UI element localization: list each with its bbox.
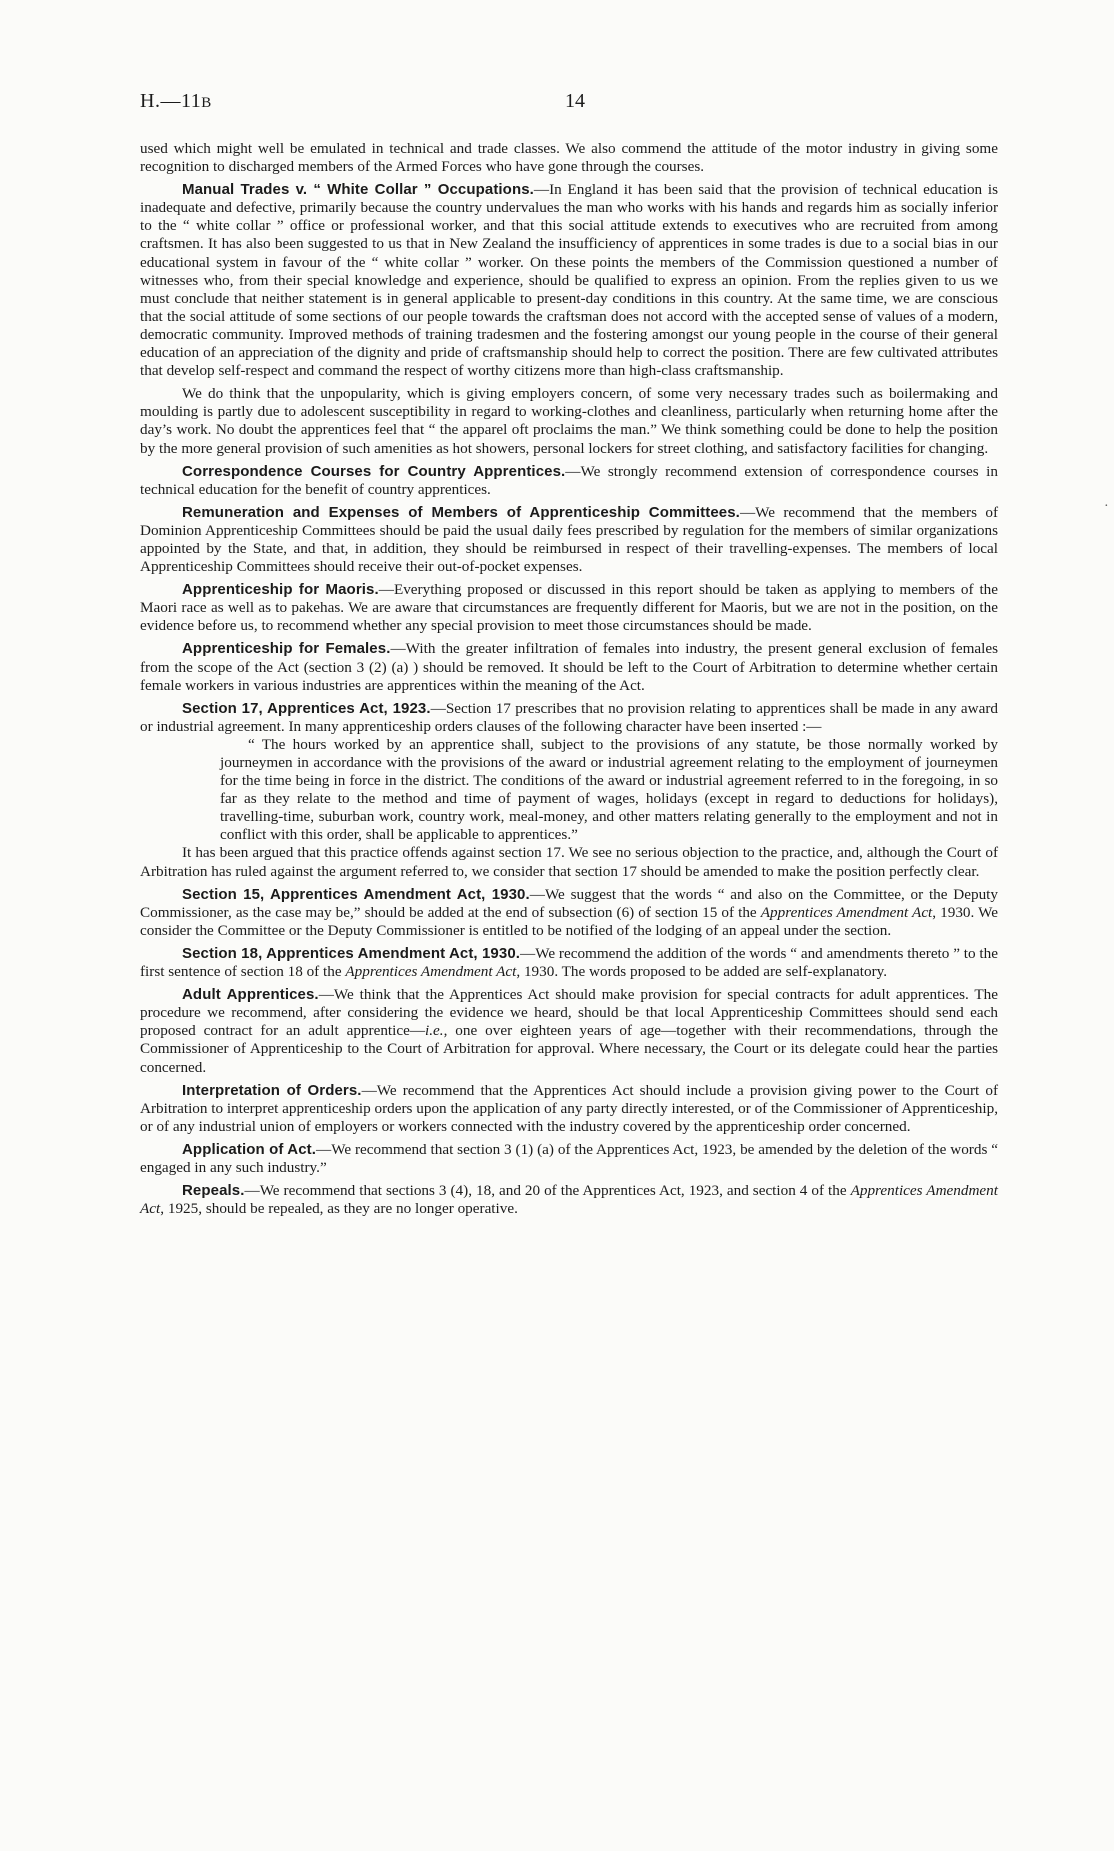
paragraph-text: —Everything proposed or discussed in this report should be taken as applying to members of the Maori race as well as to pakehas. We are aware that circumstances are frequently different for Maoris, but we are not in the position, on the evidence before us, to recommend whether any special provision to meet those circumstances should be made. bbox=[140, 581, 998, 635]
section-remuneration bbox=[140, 504, 998, 576]
paragraph-text: , 1925, should be repealed, as they are no longer operative. bbox=[160, 1200, 518, 1218]
section-17 bbox=[140, 700, 998, 736]
paragraph-text: —We suggest that the words “ and also on the Committee, or the Deputy Commissioner, as the case may be,” should be added at the end of subsection (6) of section 15 of the bbox=[140, 885, 998, 921]
paragraph-text: —We recommend that section 3 (1) (a) of the Apprentices Act, 1923, be amended by the deletion of the words “ engaged in any such industry.” bbox=[140, 1140, 998, 1176]
paragraph-unpopularity bbox=[140, 385, 998, 457]
paragraph-text: —We strongly recommend extension of correspondence courses in technical education for the benefit of country apprentices. bbox=[140, 462, 998, 498]
paragraph-text: —We recommend that the Apprentices Act should include a provision giving power to the Court of Arbitration to interpret apprenticeship orders upon the application of any party directly interested, or of the Commissioner of Apprenticeship, or of any industrial union of employers or workers connected with the industry covered by the apprenticeship order concerned. bbox=[140, 1081, 998, 1135]
section-15 bbox=[140, 886, 998, 940]
margin-mark: · bbox=[1104, 499, 1109, 514]
section-interpretation bbox=[140, 1082, 998, 1136]
section-females bbox=[140, 640, 998, 694]
section-heading: Application of Act. bbox=[182, 1140, 317, 1158]
section-heading: Interpretation of Orders. bbox=[182, 1081, 362, 1099]
section-heading: Repeals. bbox=[182, 1182, 245, 1200]
abbreviation-italic: i.e. bbox=[425, 1022, 444, 1040]
section-heading: Apprenticeship for Females. bbox=[182, 640, 391, 658]
paragraph-text: , 1930. The words proposed to be added are self-explanatory. bbox=[516, 963, 888, 981]
page-number: 14 bbox=[565, 90, 585, 112]
page-header bbox=[140, 90, 1000, 120]
section-manual-trades bbox=[140, 181, 998, 380]
section-18 bbox=[140, 945, 998, 981]
section-heading: Manual Trades v. “ White Collar ” Occupations. bbox=[182, 181, 534, 199]
page-body bbox=[140, 140, 998, 1223]
paragraph-after-quote bbox=[140, 844, 998, 880]
paragraph-text: , 1930. We consider the Committee or the Deputy Commissioner is entitled to be notified of the lodging of an appeal under the section. bbox=[140, 903, 998, 939]
act-title-italic: Apprentices Amendment Act bbox=[140, 1182, 998, 1218]
quoted-clause bbox=[220, 736, 998, 845]
reference-main: H.—11 bbox=[140, 90, 202, 112]
section-maoris bbox=[140, 581, 998, 635]
section-heading: Section 18, Apprentices Amendment Act, 1930. bbox=[182, 944, 521, 962]
section-correspondence-courses bbox=[140, 463, 998, 499]
paragraph-text: We do think that the unpopularity, which is giving employers concern, of some very necessary trades such as boilermaking and moulding is partly due to adolescent susceptibility in regard to working-clothes and cleanliness, particularly when returning home after the day’s work. No doubt the apprentices feel that “ the apparel oft proclaims the man.” We think something could be done to help the position by the more general provision of such amenities as hot showers, personal lockers for street clothing, and satisfactory facilities for changing. bbox=[140, 385, 998, 457]
paragraph-text: —We recommend the addition of the words “ and amendments thereto ” to the first sentence of section 18 of the bbox=[140, 944, 998, 981]
paragraph-text: It has been argued that this practice offends against section 17. We see no serious objection to the practice, and, although the Court of Arbitration has ruled against the argument referred to, we consider that section 17 should be amended to make the position perfectly clear. bbox=[140, 844, 998, 880]
reference-sub: B bbox=[201, 95, 212, 111]
section-heading: Section 17, Apprentices Act, 1923. bbox=[182, 699, 431, 717]
section-adult-apprentices bbox=[140, 986, 998, 1076]
section-heading: Apprenticeship for Maoris. bbox=[182, 581, 379, 599]
section-repeals bbox=[140, 1182, 998, 1218]
paragraph-text: —We recommend that the members of Dominion Apprenticeship Committees should be paid the usual daily fees prescribed by regulation for the members of similar organizations appointed by the State, and that, in addition, they should be reimbursed in respect of their travelling-expenses. The members of local Apprenticeship Committees should receive their out-of-pocket expenses. bbox=[140, 503, 999, 576]
act-title-italic: Apprentices Amendment Act bbox=[345, 963, 517, 981]
paragraph-text: —We recommend that sections 3 (4), 18, and 20 of the Apprentices Act, 1923, and section 4 of the bbox=[244, 1182, 851, 1200]
document-reference bbox=[140, 90, 212, 113]
paragraph-text: —In England it has been said that the provision of technical education is inadequate and defective, primarily because the country undervalues the man who works with his hands and regards him as socially inferior to the “ white collar ” office or professional worker, and that this social attitude extends to executives who are recruited from among craftsmen. It has also been suggested to us that in New Zealand the insufficiency of apprentices in some trades is due to a social bias in our educational system in favour of the “ white collar ” worker. On these points the members of the Commission questioned a number of witnesses who, from their special knowledge and experience, should be qualified to express an opinion. From the replies given to us we must conclude that neither statement is in general applicable to present-day conditions in this country. At the same time, we are conscious that the social attitude of some sections of our people towards the craftsman does not accord with the accepted sense of values of a modern, democratic community. Improved methods of training tradesmen and the fostering amongst our young people in the course of their general education of an appreciation of the dignity and pride of craftsmanship should help to correct the position. There are few cultivated attributes that develop self-respect and command the respect of worthy citizens more than high-class craftsmanship. bbox=[140, 181, 998, 380]
section-heading: Remuneration and Expenses of Members of Apprenticeship Committees. bbox=[182, 503, 740, 521]
act-title-italic: Apprentices Amendment Act bbox=[760, 903, 933, 921]
paragraph-text: —Section 17 prescribes that no provision relating to apprentices shall be made in any award or industrial agreement. In many apprenticeship orders clauses of the following character have been inserted :— bbox=[140, 699, 998, 735]
section-application bbox=[140, 1141, 998, 1177]
quote-text: “ The hours worked by an apprentice shall, subject to the provisions of any statute, be those normally worked by journeymen in accordance with the provisions of the award or industrial agreement relating to the employment of journeymen for the time being in force in the district. The conditions of the award or industrial agreement referred to in the foregoing, in so far as they relate to the method and time of payment of wages, holidays (except in regard to deductions for holidays), travelling-time, suburban work, country work, meal-money, and other matters relating generally to the employment and not in conflict with this order, shall be applicable to apprentices.” bbox=[220, 735, 998, 844]
section-heading: Section 15, Apprentices Amendment Act, 1930. bbox=[182, 885, 530, 903]
paragraph-text: —We think that the Apprentices Act should make provision for special contracts for adult apprentices. The procedure we recommend, after considering the evidence we heard, should be that local Apprenticeship Committees should send each proposed contract for an adult apprentice— bbox=[140, 986, 998, 1040]
paragraph-text: used which might well be emulated in technical and trade classes. We also commend the attitude of the motor industry in giving some recognition to discharged members of the Armed Forces who have gone through the courses. bbox=[140, 140, 998, 176]
paragraph-text: , one over eighteen years of age—together with their recommendations, through the Commissioner of Apprenticeship to the Court of Arbitration for approval. Where necessary, the Court or its delegate could hear the parties concerned. bbox=[140, 1022, 998, 1076]
section-heading: Adult Apprentices. bbox=[182, 986, 319, 1004]
paragraph-continued bbox=[140, 140, 998, 176]
paragraph-text: —With the greater infiltration of females into industry, the present general exclusion of females from the scope of the Act (section 3 (2) (a) ) should be removed. It should be left to the Court of Arbitration to determine whether certain female workers in various industries are apprentices within the meaning of the Act. bbox=[140, 640, 998, 694]
section-heading: Correspondence Courses for Country Apprentices. bbox=[182, 462, 566, 480]
